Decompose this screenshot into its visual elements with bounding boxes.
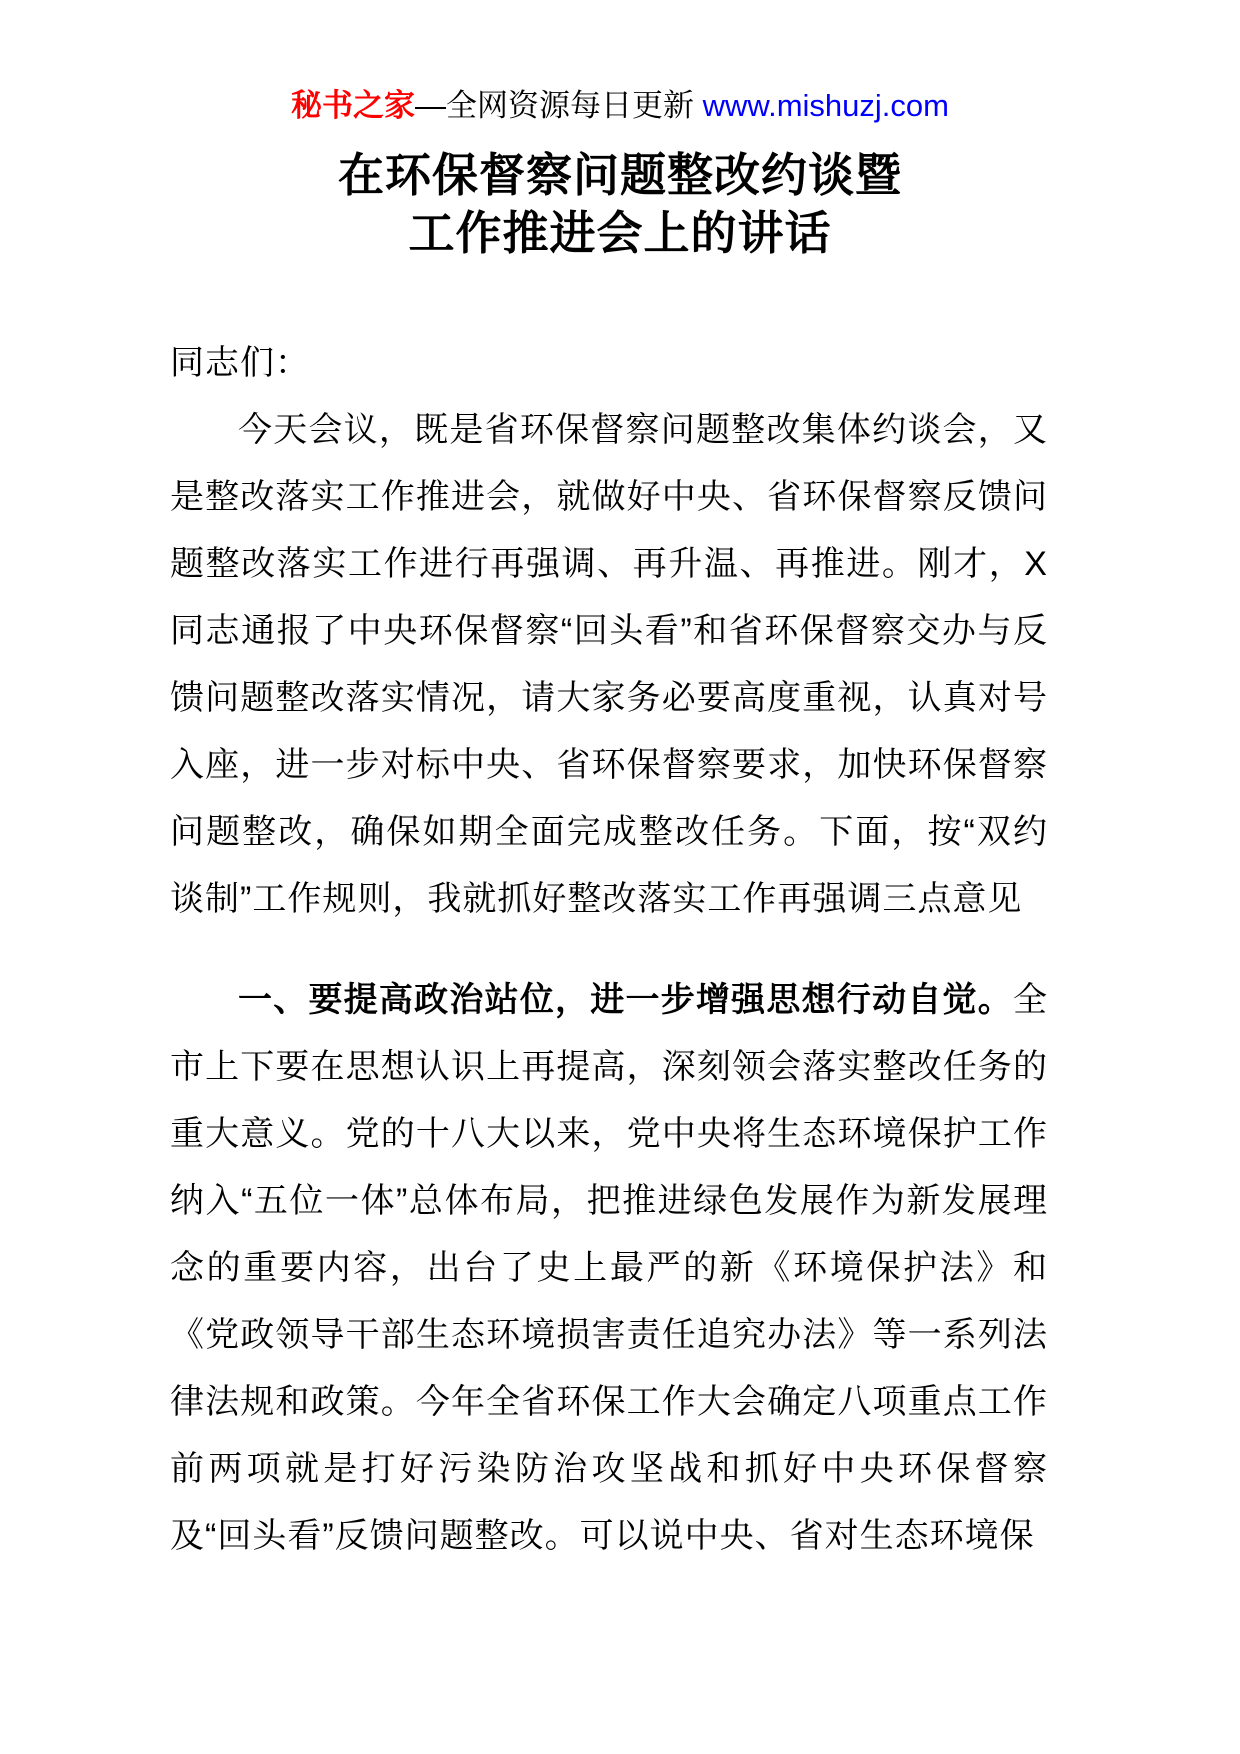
title-line-1: 在环保督察问题整改约谈暨 — [338, 149, 902, 201]
salutation: 同志们： — [170, 344, 310, 382]
paragraph-2-text: 全市上下要在思想认识上再提高，深刻领会落实整改任务的重大意义。党的十八大以来，党中央将生态环境保护工作纳入“五位一体”总体布局，把推进绿色发展作为新发展理念的重要内容，出台了史上最严的新《环境保护法》和《党政领导干部生态环境损害责任追究办法》等一系列法律法规和政策。今年全省环保工作大会确定八项重点工作前两项就是打好污染防治攻坚战和抓好中央环保督察及“回头看”反馈问题整改。可以说中央、省对生态环境保 — [170, 981, 1048, 1555]
site-brand: 秘书之家 — [291, 88, 416, 123]
document-title — [0, 146, 1240, 262]
document-body — [170, 330, 1048, 1570]
paragraph-1: 今天会议，既是省环保督察问题整改集体约谈会，又是整改落实工作推进会，就做好中央、省环保督察反馈问题整改落实工作进行再强调、再升温、再推进。刚才，X同志通报了中央环保督察“回头看”和省环保督察交办与反馈问题整改落实情况，请大家务必要高度重视，认真对号入座，进一步对标中央、省环保督察要求，加快环保督察问题整改，确保如期全面完成整改任务。下面，按“双约谈制”工作规则，我就抓好整改落实工作再强调三点意见 — [170, 411, 1048, 918]
site-url-link[interactable]: www.mishuzj.com — [702, 88, 949, 123]
title-line-2: 工作推进会上的讲话 — [408, 207, 832, 259]
site-watermark-header — [0, 86, 1240, 126]
paragraph-2-lead: 一、要提高政治站位，进一步增强思想行动自觉。 — [238, 981, 1013, 1019]
paragraph-2 — [170, 967, 1048, 1570]
site-tagline: —全网资源每日更新 — [415, 88, 703, 123]
